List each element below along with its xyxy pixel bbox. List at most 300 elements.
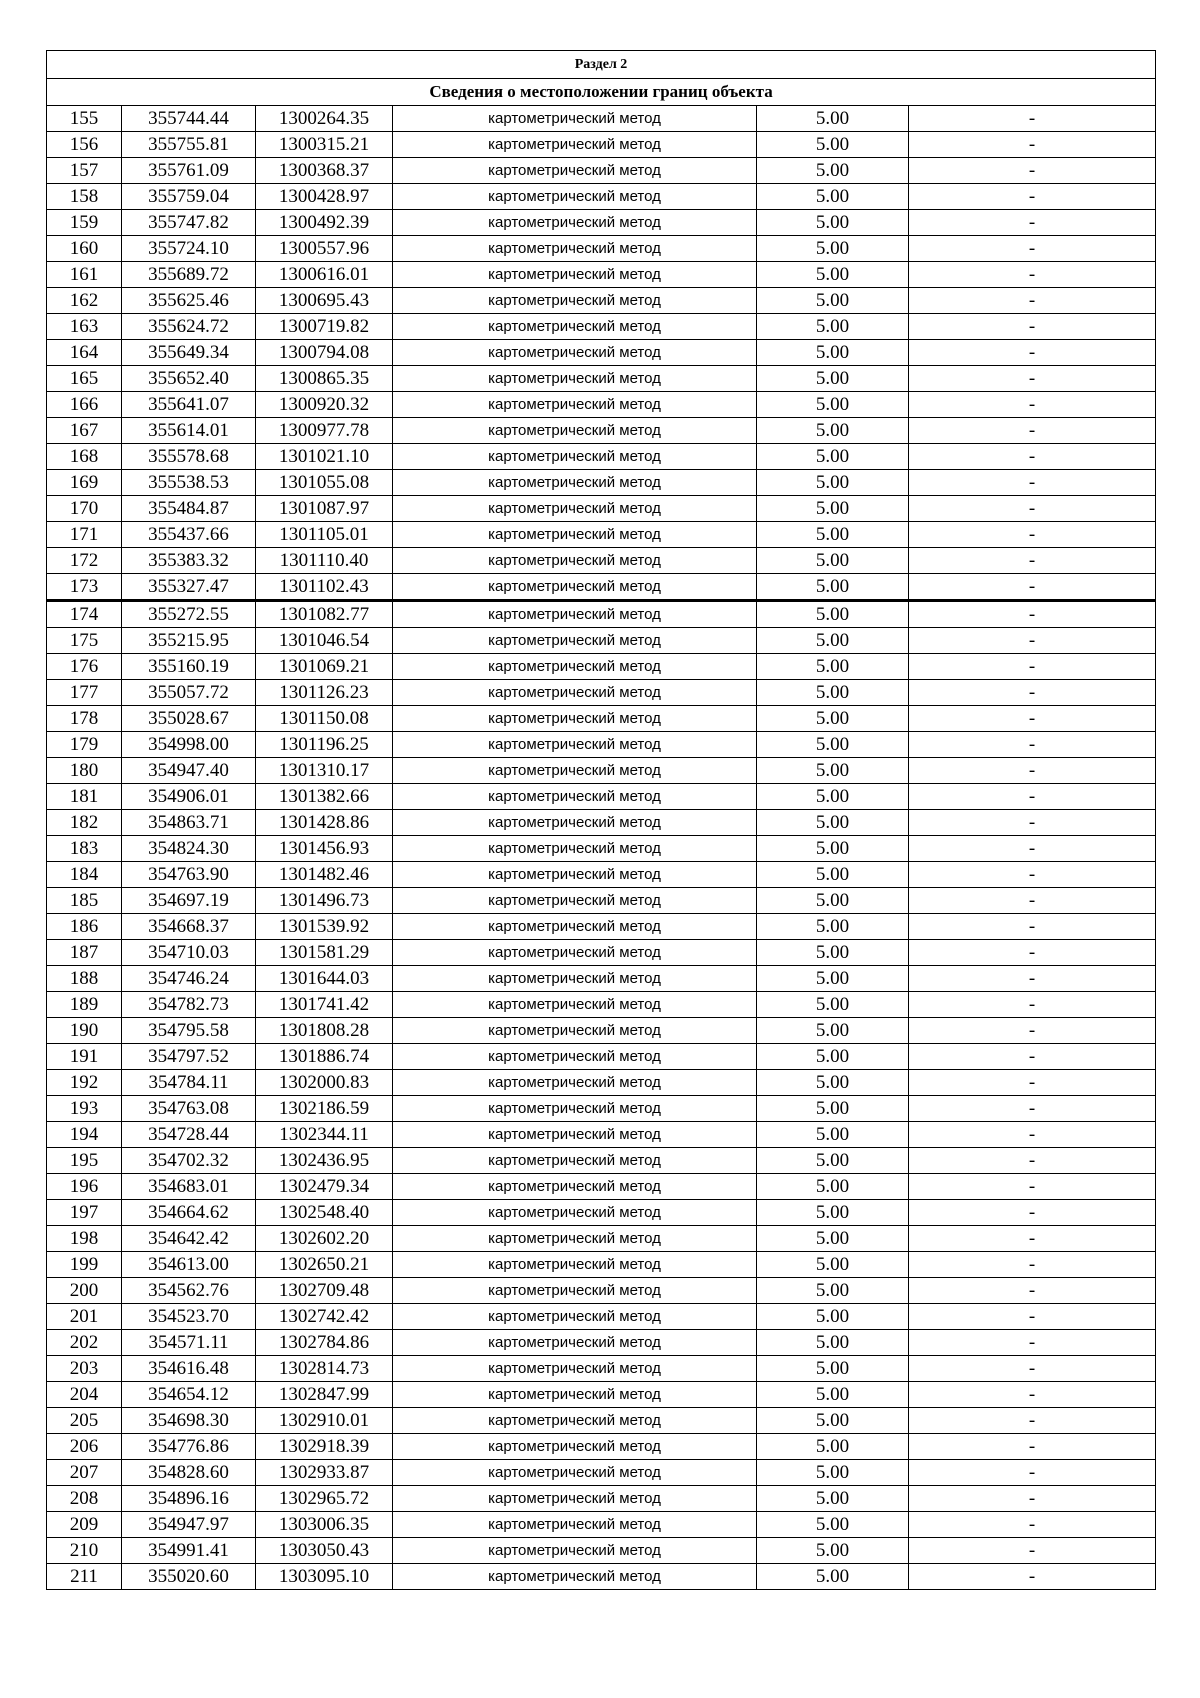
table-row: [47, 470, 1156, 496]
point-number: 211: [47, 1564, 122, 1590]
table-row: [47, 158, 1156, 184]
point-number: 187: [47, 940, 122, 966]
point-description: -: [909, 1226, 1156, 1252]
table-title-row: [47, 79, 1156, 106]
coordinate-x: 355689.72: [122, 262, 256, 288]
point-number: 195: [47, 1148, 122, 1174]
determination-method: картометрический метод: [393, 654, 757, 680]
coordinate-y: 1301087.97: [256, 496, 393, 522]
point-number: 181: [47, 784, 122, 810]
accuracy-value: 5.00: [757, 654, 909, 680]
point-number: 172: [47, 548, 122, 574]
coordinate-y: 1300616.01: [256, 262, 393, 288]
point-description: -: [909, 601, 1156, 628]
coordinate-x: 355437.66: [122, 522, 256, 548]
coordinate-y: 1302186.59: [256, 1096, 393, 1122]
point-number: 207: [47, 1460, 122, 1486]
point-number: 177: [47, 680, 122, 706]
point-number: 184: [47, 862, 122, 888]
coordinate-y: 1301126.23: [256, 680, 393, 706]
point-number: 191: [47, 1044, 122, 1070]
coordinate-x: 354776.86: [122, 1434, 256, 1460]
point-number: 205: [47, 1408, 122, 1434]
point-number: 157: [47, 158, 122, 184]
point-description: -: [909, 836, 1156, 862]
determination-method: картометрический метод: [393, 706, 757, 732]
coordinate-x: 355761.09: [122, 158, 256, 184]
coordinate-y: 1301105.01: [256, 522, 393, 548]
point-description: -: [909, 548, 1156, 574]
coordinate-x: 355160.19: [122, 654, 256, 680]
point-description: -: [909, 1278, 1156, 1304]
coordinate-y: 1300264.35: [256, 106, 393, 132]
point-number: 167: [47, 418, 122, 444]
determination-method: картометрический метод: [393, 1356, 757, 1382]
accuracy-value: 5.00: [757, 1226, 909, 1252]
coordinate-y: 1302814.73: [256, 1356, 393, 1382]
accuracy-value: 5.00: [757, 1252, 909, 1278]
coordinate-y: 1300315.21: [256, 132, 393, 158]
determination-method: картометрический метод: [393, 210, 757, 236]
coordinate-x: 354824.30: [122, 836, 256, 862]
point-number: 160: [47, 236, 122, 262]
coordinate-x: 355272.55: [122, 601, 256, 628]
coordinate-y: 1301886.74: [256, 1044, 393, 1070]
table-row: [47, 418, 1156, 444]
determination-method: картометрический метод: [393, 888, 757, 914]
coordinate-x: 354763.08: [122, 1096, 256, 1122]
point-description: -: [909, 1174, 1156, 1200]
point-description: -: [909, 1408, 1156, 1434]
point-description: -: [909, 340, 1156, 366]
coordinate-y: 1301428.86: [256, 810, 393, 836]
table-row: [47, 1174, 1156, 1200]
table-row: [47, 236, 1156, 262]
point-number: 209: [47, 1512, 122, 1538]
accuracy-value: 5.00: [757, 732, 909, 758]
coordinate-x: 354654.12: [122, 1382, 256, 1408]
coordinate-x: 355538.53: [122, 470, 256, 496]
point-description: -: [909, 1148, 1156, 1174]
coordinate-y: 1302918.39: [256, 1434, 393, 1460]
point-description: -: [909, 288, 1156, 314]
accuracy-value: 5.00: [757, 1434, 909, 1460]
determination-method: картометрический метод: [393, 1096, 757, 1122]
point-description: -: [909, 706, 1156, 732]
determination-method: картометрический метод: [393, 314, 757, 340]
determination-method: картометрический метод: [393, 418, 757, 444]
table-row: [47, 444, 1156, 470]
determination-method: картометрический метод: [393, 444, 757, 470]
table-row: [47, 1304, 1156, 1330]
point-description: -: [909, 210, 1156, 236]
determination-method: картометрический метод: [393, 1460, 757, 1486]
point-number: 166: [47, 392, 122, 418]
coordinate-x: 354702.32: [122, 1148, 256, 1174]
accuracy-value: 5.00: [757, 1070, 909, 1096]
table-row: [47, 392, 1156, 418]
table-row: [47, 1564, 1156, 1590]
accuracy-value: 5.00: [757, 862, 909, 888]
coordinate-x: 354642.42: [122, 1226, 256, 1252]
table-row: [47, 732, 1156, 758]
coordinate-y: 1302709.48: [256, 1278, 393, 1304]
point-description: -: [909, 1486, 1156, 1512]
coordinate-x: 355744.44: [122, 106, 256, 132]
coordinate-x: 355215.95: [122, 628, 256, 654]
point-number: 199: [47, 1252, 122, 1278]
coordinate-y: 1301496.73: [256, 888, 393, 914]
accuracy-value: 5.00: [757, 184, 909, 210]
point-number: 198: [47, 1226, 122, 1252]
point-number: 163: [47, 314, 122, 340]
accuracy-value: 5.00: [757, 132, 909, 158]
point-number: 175: [47, 628, 122, 654]
coordinate-y: 1301382.66: [256, 784, 393, 810]
accuracy-value: 5.00: [757, 1044, 909, 1070]
determination-method: картометрический метод: [393, 340, 757, 366]
accuracy-value: 5.00: [757, 496, 909, 522]
point-number: 185: [47, 888, 122, 914]
accuracy-value: 5.00: [757, 836, 909, 862]
coordinate-x: 355624.72: [122, 314, 256, 340]
point-number: 183: [47, 836, 122, 862]
table-row: [47, 1122, 1156, 1148]
determination-method: картометрический метод: [393, 784, 757, 810]
accuracy-value: 5.00: [757, 810, 909, 836]
coordinate-x: 354664.62: [122, 1200, 256, 1226]
table-row: [47, 1382, 1156, 1408]
point-number: 170: [47, 496, 122, 522]
accuracy-value: 5.00: [757, 210, 909, 236]
table-row: [47, 810, 1156, 836]
determination-method: картометрический метод: [393, 1434, 757, 1460]
coordinate-x: 354571.11: [122, 1330, 256, 1356]
coordinate-x: 354710.03: [122, 940, 256, 966]
point-description: -: [909, 914, 1156, 940]
accuracy-value: 5.00: [757, 680, 909, 706]
accuracy-value: 5.00: [757, 158, 909, 184]
coordinate-y: 1302847.99: [256, 1382, 393, 1408]
point-number: 180: [47, 758, 122, 784]
coordinate-y: 1301310.17: [256, 758, 393, 784]
accuracy-value: 5.00: [757, 1018, 909, 1044]
determination-method: картометрический метод: [393, 1278, 757, 1304]
determination-method: картометрический метод: [393, 1226, 757, 1252]
table-row: [47, 132, 1156, 158]
determination-method: картометрический метод: [393, 1538, 757, 1564]
accuracy-value: 5.00: [757, 288, 909, 314]
accuracy-value: 5.00: [757, 601, 909, 628]
table-row: [47, 862, 1156, 888]
coordinate-x: 354616.48: [122, 1356, 256, 1382]
determination-method: картометрический метод: [393, 810, 757, 836]
point-description: -: [909, 236, 1156, 262]
determination-method: картометрический метод: [393, 732, 757, 758]
coordinate-y: 1301581.29: [256, 940, 393, 966]
coordinate-y: 1302000.83: [256, 1070, 393, 1096]
table-row: [47, 914, 1156, 940]
coordinate-x: 355484.87: [122, 496, 256, 522]
point-description: -: [909, 1018, 1156, 1044]
point-description: -: [909, 314, 1156, 340]
coordinate-x: 354947.97: [122, 1512, 256, 1538]
point-description: -: [909, 470, 1156, 496]
coordinate-y: 1302910.01: [256, 1408, 393, 1434]
determination-method: картометрический метод: [393, 1070, 757, 1096]
coordinate-y: 1301069.21: [256, 654, 393, 680]
boundary-coordinates-table: [46, 50, 1156, 1590]
accuracy-value: 5.00: [757, 574, 909, 601]
accuracy-value: 5.00: [757, 992, 909, 1018]
determination-method: картометрический метод: [393, 1122, 757, 1148]
accuracy-value: 5.00: [757, 1564, 909, 1590]
determination-method: картометрический метод: [393, 1408, 757, 1434]
coordinate-x: 354683.01: [122, 1174, 256, 1200]
accuracy-value: 5.00: [757, 888, 909, 914]
coordinate-y: 1300428.97: [256, 184, 393, 210]
table-row: [47, 574, 1156, 601]
accuracy-value: 5.00: [757, 314, 909, 340]
determination-method: картометрический метод: [393, 1564, 757, 1590]
section-header-row: [47, 51, 1156, 79]
point-description: -: [909, 132, 1156, 158]
point-description: -: [909, 418, 1156, 444]
point-description: -: [909, 1356, 1156, 1382]
determination-method: картометрический метод: [393, 862, 757, 888]
point-number: 168: [47, 444, 122, 470]
point-description: -: [909, 106, 1156, 132]
table-row: [47, 1200, 1156, 1226]
coordinate-x: 355652.40: [122, 366, 256, 392]
coordinate-y: 1303095.10: [256, 1564, 393, 1590]
point-number: 197: [47, 1200, 122, 1226]
table-row: [47, 1096, 1156, 1122]
point-description: -: [909, 262, 1156, 288]
accuracy-value: 5.00: [757, 1330, 909, 1356]
coordinate-x: 355649.34: [122, 340, 256, 366]
point-description: -: [909, 1382, 1156, 1408]
point-description: -: [909, 862, 1156, 888]
point-number: 200: [47, 1278, 122, 1304]
determination-method: картометрический метод: [393, 1044, 757, 1070]
point-number: 194: [47, 1122, 122, 1148]
point-description: -: [909, 1434, 1156, 1460]
coordinate-x: 354668.37: [122, 914, 256, 940]
point-description: -: [909, 496, 1156, 522]
coordinate-x: 354697.19: [122, 888, 256, 914]
table-body: [47, 51, 1156, 1590]
accuracy-value: 5.00: [757, 366, 909, 392]
point-description: -: [909, 758, 1156, 784]
point-description: -: [909, 1564, 1156, 1590]
table-row: [47, 184, 1156, 210]
point-number: 193: [47, 1096, 122, 1122]
point-description: -: [909, 1304, 1156, 1330]
accuracy-value: 5.00: [757, 1200, 909, 1226]
determination-method: картометрический метод: [393, 288, 757, 314]
table-row: [47, 1434, 1156, 1460]
determination-method: картометрический метод: [393, 106, 757, 132]
accuracy-value: 5.00: [757, 1096, 909, 1122]
coordinate-y: 1301644.03: [256, 966, 393, 992]
accuracy-value: 5.00: [757, 392, 909, 418]
coordinate-y: 1302933.87: [256, 1460, 393, 1486]
accuracy-value: 5.00: [757, 1512, 909, 1538]
determination-method: картометрический метод: [393, 392, 757, 418]
coordinate-y: 1301150.08: [256, 706, 393, 732]
determination-method: картометрический метод: [393, 1174, 757, 1200]
table-row: [47, 1356, 1156, 1382]
coordinate-y: 1301055.08: [256, 470, 393, 496]
point-number: 189: [47, 992, 122, 1018]
coordinate-y: 1300368.37: [256, 158, 393, 184]
table-row: [47, 836, 1156, 862]
point-description: -: [909, 1122, 1156, 1148]
determination-method: картометрический метод: [393, 1486, 757, 1512]
accuracy-value: 5.00: [757, 1356, 909, 1382]
coordinate-y: 1300492.39: [256, 210, 393, 236]
table-title: Сведения о местоположении границ объекта: [47, 79, 1156, 106]
coordinate-x: 355028.67: [122, 706, 256, 732]
determination-method: картометрический метод: [393, 966, 757, 992]
point-description: -: [909, 992, 1156, 1018]
determination-method: картометрический метод: [393, 628, 757, 654]
point-number: 162: [47, 288, 122, 314]
accuracy-value: 5.00: [757, 106, 909, 132]
point-description: -: [909, 392, 1156, 418]
coordinate-y: 1300794.08: [256, 340, 393, 366]
determination-method: картометрический метод: [393, 548, 757, 574]
table-row: [47, 1538, 1156, 1564]
table-row: [47, 1070, 1156, 1096]
determination-method: картометрический метод: [393, 366, 757, 392]
point-description: -: [909, 158, 1156, 184]
table-row: [47, 340, 1156, 366]
coordinate-x: 354896.16: [122, 1486, 256, 1512]
accuracy-value: 5.00: [757, 758, 909, 784]
coordinate-x: 354782.73: [122, 992, 256, 1018]
accuracy-value: 5.00: [757, 1304, 909, 1330]
determination-method: картометрический метод: [393, 992, 757, 1018]
determination-method: картометрический метод: [393, 680, 757, 706]
table-row: [47, 601, 1156, 628]
determination-method: картометрический метод: [393, 522, 757, 548]
determination-method: картометрический метод: [393, 836, 757, 862]
determination-method: картометрический метод: [393, 601, 757, 628]
coordinate-y: 1301539.92: [256, 914, 393, 940]
coordinate-y: 1302650.21: [256, 1252, 393, 1278]
coordinate-y: 1301196.25: [256, 732, 393, 758]
coordinate-x: 354728.44: [122, 1122, 256, 1148]
table-row: [47, 262, 1156, 288]
coordinate-x: 354998.00: [122, 732, 256, 758]
coordinate-y: 1300719.82: [256, 314, 393, 340]
point-number: 208: [47, 1486, 122, 1512]
coordinate-x: 354698.30: [122, 1408, 256, 1434]
coordinate-x: 354562.76: [122, 1278, 256, 1304]
coordinate-x: 354863.71: [122, 810, 256, 836]
point-number: 210: [47, 1538, 122, 1564]
accuracy-value: 5.00: [757, 940, 909, 966]
determination-method: картометрический метод: [393, 1304, 757, 1330]
point-description: -: [909, 940, 1156, 966]
table-row: [47, 314, 1156, 340]
point-description: -: [909, 1512, 1156, 1538]
accuracy-value: 5.00: [757, 1460, 909, 1486]
point-description: -: [909, 1252, 1156, 1278]
point-number: 204: [47, 1382, 122, 1408]
determination-method: картометрический метод: [393, 236, 757, 262]
accuracy-value: 5.00: [757, 784, 909, 810]
point-number: 182: [47, 810, 122, 836]
table-row: [47, 1512, 1156, 1538]
point-number: 188: [47, 966, 122, 992]
coordinate-y: 1301482.46: [256, 862, 393, 888]
accuracy-value: 5.00: [757, 548, 909, 574]
point-number: 165: [47, 366, 122, 392]
coordinate-y: 1300920.32: [256, 392, 393, 418]
accuracy-value: 5.00: [757, 1408, 909, 1434]
point-number: 161: [47, 262, 122, 288]
coordinate-y: 1302784.86: [256, 1330, 393, 1356]
table-row: [47, 888, 1156, 914]
coordinate-x: 355724.10: [122, 236, 256, 262]
determination-method: картометрический метод: [393, 1382, 757, 1408]
point-number: 174: [47, 601, 122, 628]
point-number: 178: [47, 706, 122, 732]
accuracy-value: 5.00: [757, 1538, 909, 1564]
table-row: [47, 758, 1156, 784]
coordinate-y: 1300557.96: [256, 236, 393, 262]
table-row: [47, 654, 1156, 680]
point-description: -: [909, 1096, 1156, 1122]
determination-method: картометрический метод: [393, 914, 757, 940]
table-row: [47, 706, 1156, 732]
table-row: [47, 784, 1156, 810]
table-row: [47, 680, 1156, 706]
table-row: [47, 1486, 1156, 1512]
coordinate-y: 1301102.43: [256, 574, 393, 601]
coordinate-x: 354795.58: [122, 1018, 256, 1044]
coordinate-y: 1302436.95: [256, 1148, 393, 1174]
coordinate-y: 1301082.77: [256, 601, 393, 628]
determination-method: картометрический метод: [393, 1330, 757, 1356]
determination-method: картометрический метод: [393, 940, 757, 966]
coordinate-x: 354763.90: [122, 862, 256, 888]
determination-method: картометрический метод: [393, 184, 757, 210]
table-row: [47, 106, 1156, 132]
table-row: [47, 548, 1156, 574]
coordinate-y: 1303050.43: [256, 1538, 393, 1564]
determination-method: картометрический метод: [393, 470, 757, 496]
coordinate-x: 355641.07: [122, 392, 256, 418]
point-description: -: [909, 888, 1156, 914]
point-description: -: [909, 1070, 1156, 1096]
point-number: 201: [47, 1304, 122, 1330]
accuracy-value: 5.00: [757, 1382, 909, 1408]
point-number: 173: [47, 574, 122, 601]
coordinate-y: 1300695.43: [256, 288, 393, 314]
determination-method: картометрический метод: [393, 574, 757, 601]
point-description: -: [909, 654, 1156, 680]
point-number: 202: [47, 1330, 122, 1356]
point-description: -: [909, 574, 1156, 601]
coordinate-x: 355759.04: [122, 184, 256, 210]
point-number: 156: [47, 132, 122, 158]
point-number: 190: [47, 1018, 122, 1044]
accuracy-value: 5.00: [757, 262, 909, 288]
